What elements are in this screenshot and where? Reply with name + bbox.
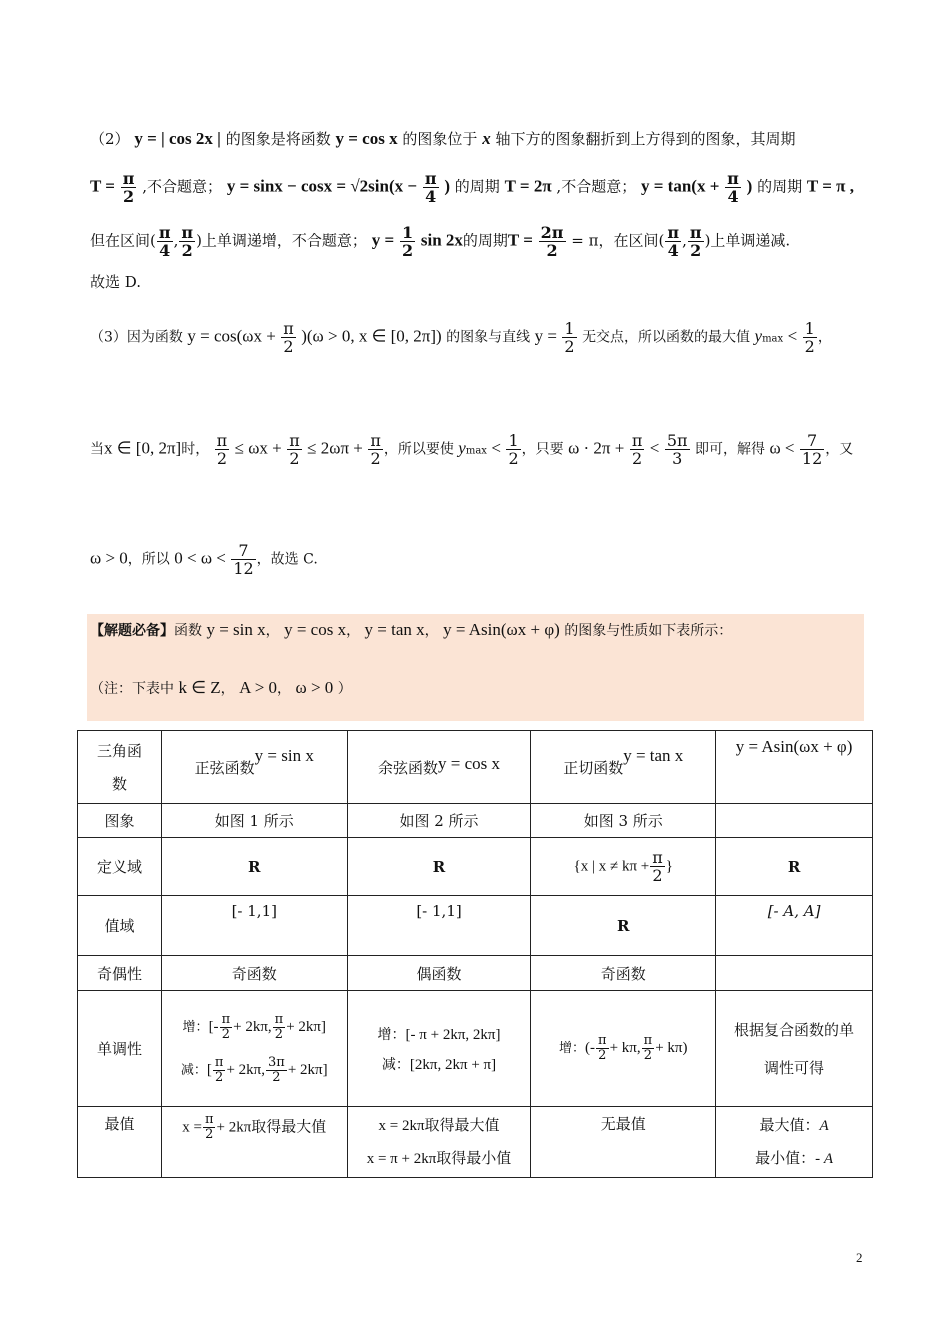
- part2-line3: 但在区间( $\frac{\pi}{4}$ , $\frac{\pi}{2}$ )上单调递增，不合题意； y = $\frac{1}{2}$ sin 2x的周期T = $\frac{2\pi}{2}$ = π，在区间( $\frac{\pi}{4}$ , $\frac{\pi}{2}$ )上单调递减.: [90, 223, 791, 260]
- text: ，只要: [521, 441, 564, 458]
- table-cell: 三角函 数: [78, 731, 162, 804]
- fraction: $\frac{\pi}{2}$: [289, 431, 300, 468]
- fraction: $\frac{\pi}{4}$: [667, 223, 680, 260]
- part2-answer: [90, 272, 870, 292]
- table-cell: 奇偶性: [78, 956, 162, 991]
- math: ω · 2π +: [568, 438, 625, 458]
- text: 即可，解得: [694, 441, 765, 458]
- text: 无交点，所以函数的最大值: [582, 329, 751, 346]
- text: 轴下方的图象翻折到上方得到的图象，其周期: [495, 130, 796, 148]
- table-cell: R: [531, 896, 716, 956]
- fraction: $\frac{\pi}{2}$: [370, 431, 381, 468]
- fraction: $\frac{\pi}{2}$: [214, 1054, 224, 1085]
- math: ω > 0: [90, 548, 128, 568]
- table-row: [78, 804, 873, 838]
- table-row: [78, 896, 873, 956]
- math: ≤ ωx +: [234, 438, 282, 458]
- math: <: [649, 438, 660, 458]
- text: 但在区间(: [90, 231, 156, 250]
- text: ，又: [825, 441, 854, 458]
- math: y = sinx − cosx = √2sin(x −: [226, 176, 418, 196]
- table-cell: [- 1,1]: [161, 896, 347, 956]
- table-cell: 最值: [78, 1107, 162, 1178]
- math: <: [491, 438, 501, 458]
- table-cell: R: [716, 838, 873, 896]
- math: y = tan x: [364, 620, 425, 639]
- fraction: $\frac{\pi}{2}$: [122, 169, 135, 206]
- math: T = 2π: [504, 176, 552, 196]
- note-title: 【解题必备】: [90, 623, 174, 639]
- table-cell: [716, 956, 873, 991]
- text: = π，在区间(: [571, 231, 665, 250]
- fraction: $\frac{1}{2}$: [804, 319, 815, 356]
- part3-line2: [90, 432, 870, 467]
- table-cell: x = $\frac{\pi}{2}$ + 2kπ取得最大值: [161, 1107, 347, 1178]
- table-cell: 无最值: [531, 1107, 716, 1178]
- math: y = | cos 2x |: [134, 129, 221, 148]
- text: ,不合题意；: [556, 177, 637, 196]
- properties-table: [77, 730, 873, 1178]
- math: sin 2x: [420, 230, 463, 250]
- text: 当: [90, 441, 104, 458]
- math: x ∈ [0, 2π]: [104, 438, 182, 458]
- fraction: $\frac{5\pi}{3}$: [666, 431, 688, 468]
- math: x: [482, 129, 491, 148]
- separator: ，: [277, 681, 292, 697]
- text: 时，: [181, 441, 210, 458]
- separator: ，: [265, 623, 280, 639]
- math: k ∈ Z: [178, 678, 221, 697]
- fraction: $\frac{\pi}{2}$: [274, 1011, 284, 1042]
- math: ω > 0: [295, 678, 334, 697]
- table-cell: 奇函数: [161, 956, 347, 991]
- text: （注：下表中: [90, 681, 174, 697]
- table-cell: 如图 2 所示: [347, 804, 531, 838]
- fraction: $\frac{\pi}{4}$: [158, 223, 171, 260]
- text: ,不合题意；: [142, 177, 223, 196]
- fraction: $\frac{3\pi}{2}$: [268, 1054, 285, 1085]
- table-cell: [- A, A]: [716, 896, 873, 956]
- part2-line1: [90, 129, 870, 149]
- table-cell: y = Asin(ωx + φ): [716, 731, 873, 804]
- text: 函数: [174, 623, 202, 639]
- part2-line2: [90, 170, 870, 205]
- math: y = cos x: [284, 620, 347, 639]
- fraction: $\frac{\pi}{4}$: [424, 169, 437, 206]
- math: y = Asin(ωx + φ): [443, 620, 560, 639]
- part3-line1: [90, 320, 870, 355]
- part3-line3: [90, 542, 870, 577]
- text: 的周期: [462, 231, 508, 250]
- fraction: $\frac{\pi}{2}$: [221, 1011, 231, 1042]
- text: ，故选 C.: [256, 551, 318, 568]
- table-cell: 奇函数: [531, 956, 716, 991]
- math: ω <: [769, 438, 795, 458]
- table-row: [78, 838, 873, 896]
- table-cell: 定义域: [78, 838, 162, 896]
- math: T =: [90, 176, 115, 196]
- math: y: [458, 438, 466, 458]
- math: T = π ,: [806, 176, 854, 196]
- table-cell: 正切函数y = tan x: [531, 731, 716, 804]
- table-cell: 根据复合函数的单 调性可得: [716, 991, 873, 1107]
- table-cell: R: [161, 838, 347, 896]
- separator: ，: [346, 623, 361, 639]
- fraction: $\frac{7}{12}$: [233, 541, 254, 578]
- fraction: $\frac{1}{2}$: [401, 223, 414, 260]
- table-cell: [- 1,1]: [347, 896, 531, 956]
- text: 的图象与直线: [446, 329, 531, 346]
- part-label: （2）: [90, 130, 130, 148]
- table-cell: x = 2kπ取得最大值 x = π + 2kπ取得最小值: [347, 1107, 531, 1178]
- table-cell: 偶函数: [347, 956, 531, 991]
- fraction: $\frac{1}{2}$: [564, 319, 575, 356]
- math: ≤ 2ωπ +: [307, 438, 363, 458]
- fraction: $\frac{\pi}{2}$: [598, 1033, 607, 1063]
- fraction: $\frac{\pi}{2}$: [689, 223, 702, 260]
- note-line1: [90, 620, 870, 641]
- math: T =: [507, 230, 533, 250]
- table-cell: 图象: [78, 804, 162, 838]
- fraction: $\frac{\pi}{2}$: [652, 848, 663, 885]
- fraction: $\frac{7}{12}$: [801, 431, 823, 468]
- math: y: [754, 326, 763, 346]
- fraction: $\frac{1}{2}$: [508, 431, 519, 468]
- table-cell: R: [347, 838, 531, 896]
- separator: ，: [220, 681, 235, 697]
- table-cell: 单调性: [78, 991, 162, 1107]
- math: ): [444, 176, 451, 196]
- answer-text: 故选 D.: [90, 273, 142, 291]
- math: 0 < ω <: [174, 548, 226, 568]
- table-cell: [716, 804, 873, 838]
- text: ，所以: [127, 551, 170, 568]
- fraction: $\frac{2\pi}{2}$: [540, 223, 564, 260]
- text: ，: [817, 329, 832, 346]
- fraction: $\frac{\pi}{2}$: [643, 1033, 653, 1063]
- fraction: $\frac{\pi}{2}$: [204, 1112, 214, 1142]
- math: y =: [371, 230, 395, 250]
- text: 的周期: [757, 177, 803, 196]
- text: ，所以要使: [383, 441, 454, 458]
- math: y = tan(x +: [640, 176, 720, 196]
- table-row: [78, 956, 873, 991]
- table-header-row: [78, 731, 873, 804]
- table-cell: 如图 3 所示: [531, 804, 716, 838]
- subscript: max: [465, 445, 487, 457]
- math: y = cos x: [335, 129, 398, 148]
- fraction: $\frac{\pi}{4}$: [727, 169, 739, 206]
- text: ）: [337, 681, 352, 697]
- text: 的图象与性质如下表所示：: [564, 623, 733, 639]
- math: y = cos(ωx +: [187, 326, 276, 346]
- fraction: $\frac{\pi}{2}$: [181, 223, 194, 260]
- math: <: [787, 326, 798, 346]
- table-cell: 正弦函数y = sin x: [161, 731, 347, 804]
- table-row: [78, 991, 873, 1107]
- text: )上单调递减.: [704, 231, 791, 250]
- table-cell: 值域: [78, 896, 162, 956]
- text: 的图象是将函数: [225, 130, 331, 148]
- math: y =: [534, 326, 557, 346]
- table-cell: 增：[- π + 2kπ, 2kπ] 减：[2kπ, 2kπ + π]: [347, 991, 531, 1107]
- subscript: max: [762, 333, 784, 345]
- table-cell: 余弦函数y = cos x: [347, 731, 531, 804]
- fraction: $\frac{\pi}{2}$: [283, 319, 294, 356]
- table-cell: 增：(- $\frac{\pi}{2}$ + kπ, $\frac{\pi}{2}$ + kπ): [531, 991, 716, 1107]
- text: 的图象位于: [402, 130, 478, 148]
- page-number: 2: [856, 1250, 863, 1265]
- note-line2: [90, 678, 870, 699]
- separator: ，: [424, 623, 439, 639]
- text: )上单调递增，不合题意；: [196, 231, 367, 250]
- math: y = sin x: [206, 620, 266, 639]
- text: 的周期: [454, 177, 500, 196]
- table-cell: 增：[- $\frac{\pi}{2}$ + 2kπ, $\frac{\pi}{2}$ + 2kπ] 减：[ $\frac{\pi}{2}$ + 2kπ, $\frac{3\pi}{2}$ + 2kπ]: [161, 991, 347, 1107]
- table-cell: 如图 1 所示: [161, 804, 347, 838]
- table-cell: 最大值：A 最小值：- A: [716, 1107, 873, 1178]
- fraction: $\frac{\pi}{2}$: [216, 431, 228, 468]
- math: )(ω > 0, x ∈ [0, 2π]): [301, 326, 442, 346]
- math: ): [746, 176, 753, 196]
- table-cell: {x | x ≠ kπ + $\frac{\pi}{2}$ }: [531, 838, 716, 896]
- fraction: $\frac{\pi}{2}$: [631, 431, 643, 468]
- math: A > 0: [239, 678, 278, 697]
- text: （3）因为函数: [90, 329, 183, 346]
- table-row: [78, 1107, 873, 1178]
